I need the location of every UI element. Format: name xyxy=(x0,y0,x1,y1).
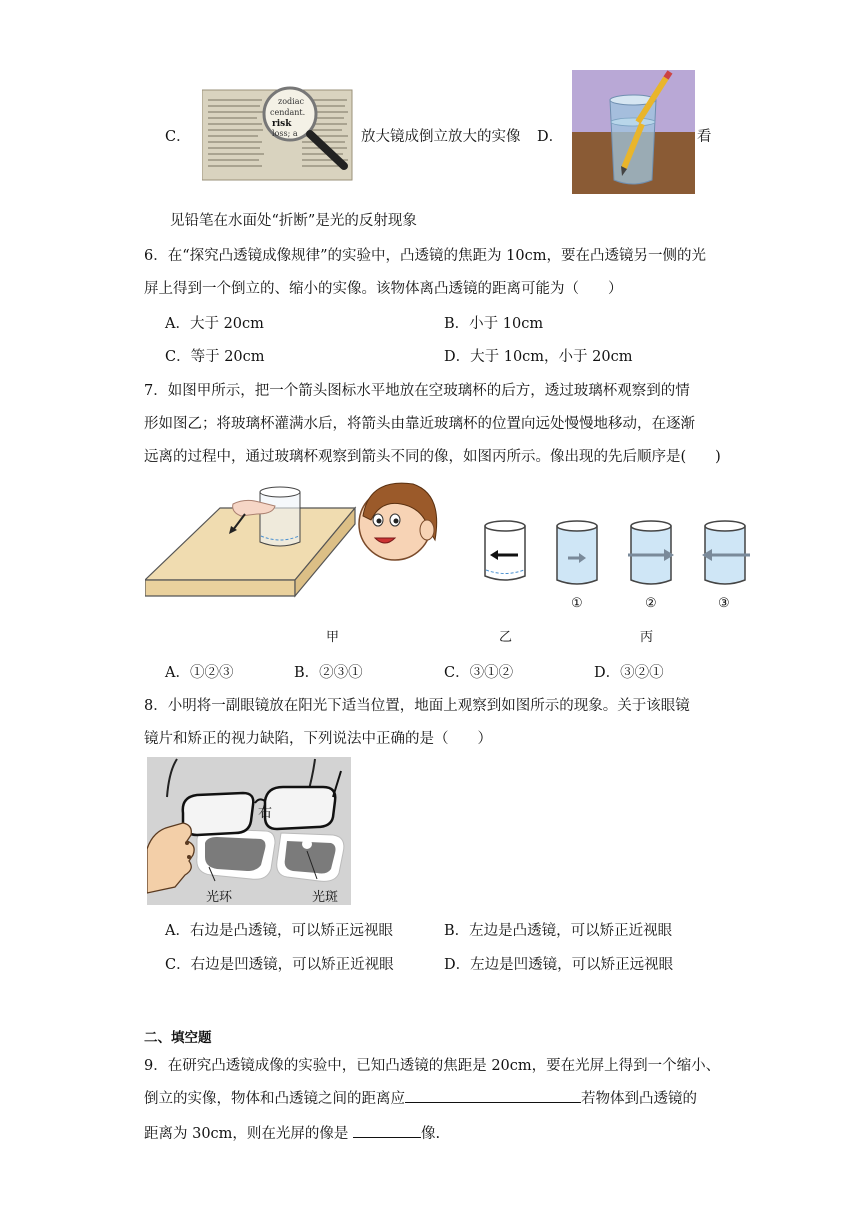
q9-line2 xyxy=(144,1087,697,1108)
q9-line3-start: 距离为 30cm，则在光屏的像是 xyxy=(144,1126,354,1142)
figure-caption-bing: 丙 xyxy=(640,630,654,645)
q9-line2-start: 倒立的实像，物体和凸透镜之间的距离应 xyxy=(144,1091,405,1107)
figure-bing-glass-3 xyxy=(700,518,752,592)
figure-bing-number-2: ② xyxy=(645,596,657,611)
figure-jia-table-glass-boy xyxy=(145,478,445,600)
q8-line2: 镜片和矫正的视力缺陷，下列说法中正确的是（ ） xyxy=(144,731,492,747)
q6-option-c: C．等于 20cm xyxy=(165,349,265,365)
glasses-shadow-image xyxy=(147,757,351,905)
q6-option-a: A．大于 20cm xyxy=(165,316,264,332)
svg-text:risk: risk xyxy=(272,119,292,129)
q8-option-d: D．左边是凹透镜，可以矫正远视眼 xyxy=(444,957,674,973)
figure-bing-number-3: ③ xyxy=(718,596,730,611)
q9-answer-blank-2[interactable] xyxy=(353,1123,421,1138)
q9-line3-end: 像. xyxy=(421,1126,441,1142)
q7-line3: 远离的过程中，通过玻璃杯观察到箭头不同的像，如图丙所示。像出现的先后顺序是( ) xyxy=(144,449,721,465)
q6-option-d: D．大于 10cm，小于 20cm xyxy=(444,349,633,365)
figure-yi-empty-glass xyxy=(480,518,530,588)
q7-option-c: C．③①② xyxy=(444,665,514,681)
figure-caption-jia: 甲 xyxy=(326,630,340,645)
svg-text:loss; a: loss; a xyxy=(272,129,298,138)
q5-option-d-label: D． xyxy=(537,129,564,145)
q7-option-b: B．②③① xyxy=(294,665,363,681)
q7-line2: 形如图乙；将玻璃杯灌满水后，将箭头由靠近玻璃杯的位置向远处慢慢地移动，在逐渐 xyxy=(144,416,695,432)
q8-line1: 8．小明将一副眼镜放在阳光下适当位置，地面上观察到如图所示的现象。关于该眼镜 xyxy=(144,698,690,714)
q8-option-c: C．右边是凹透镜，可以矫正近视眼 xyxy=(165,957,394,973)
q6-line2: 屏上得到一个倒立的、缩小的实像。该物体离凸透镜的距离可能为（ ） xyxy=(144,281,623,297)
q8-option-b: B．左边是凸透镜，可以矫正近视眼 xyxy=(444,923,673,939)
q8-option-a: A．右边是凸透镜，可以矫正远视眼 xyxy=(165,923,393,939)
q6-option-b: B．小于 10cm xyxy=(444,316,544,332)
figure-bing-glass-1 xyxy=(552,518,602,592)
magnifier-over-book-image xyxy=(202,86,354,182)
q9-answer-blank-1[interactable] xyxy=(405,1088,581,1103)
figure-caption-yi: 乙 xyxy=(499,630,513,645)
q9-line2-end: 若物体到凸透镜的 xyxy=(581,1091,697,1107)
q5-option-d-tail: 看 xyxy=(697,129,712,145)
light-ring-label: 光环 xyxy=(206,890,233,905)
q7-line1: 7．如图甲所示，把一个箭头图标水平地放在空玻璃杯的后方，透过玻璃杯观察到的情 xyxy=(144,383,690,399)
pencil-in-glass-image xyxy=(572,70,695,194)
q9-line3 xyxy=(144,1122,440,1143)
figure-bing-glass-2 xyxy=(626,518,676,592)
q9-line1: 9．在研究凸透镜成像的实验中，已知凸透镜的焦距是 20cm，要在光屏上得到一个缩小、 xyxy=(144,1058,721,1074)
section-title-fill-in: 二、填空题 xyxy=(144,1030,212,1046)
svg-text:zodiac: zodiac xyxy=(278,97,304,106)
q7-option-a: A．①②③ xyxy=(165,665,234,681)
q6-line1: 6．在“探究凸透镜成像规律”的实验中，凸透镜的焦距为 10cm，要在凸透镜另一侧的光 xyxy=(144,248,706,264)
q5-option-c-label: C． xyxy=(165,129,191,145)
glasses-right-lens-label: 右 xyxy=(258,805,272,821)
figure-bing-number-1: ① xyxy=(571,596,583,611)
svg-text:cendant.: cendant. xyxy=(270,108,306,117)
q5-option-c-text: 放大镜成倒立放大的实像 xyxy=(361,129,521,145)
light-spot-label: 光斑 xyxy=(312,890,339,905)
glasses-sunlight-figure xyxy=(147,757,351,905)
q7-option-d: D．③②① xyxy=(594,665,664,681)
q5-continuation: 见铅笔在水面处“折断”是光的反射现象 xyxy=(170,213,417,229)
